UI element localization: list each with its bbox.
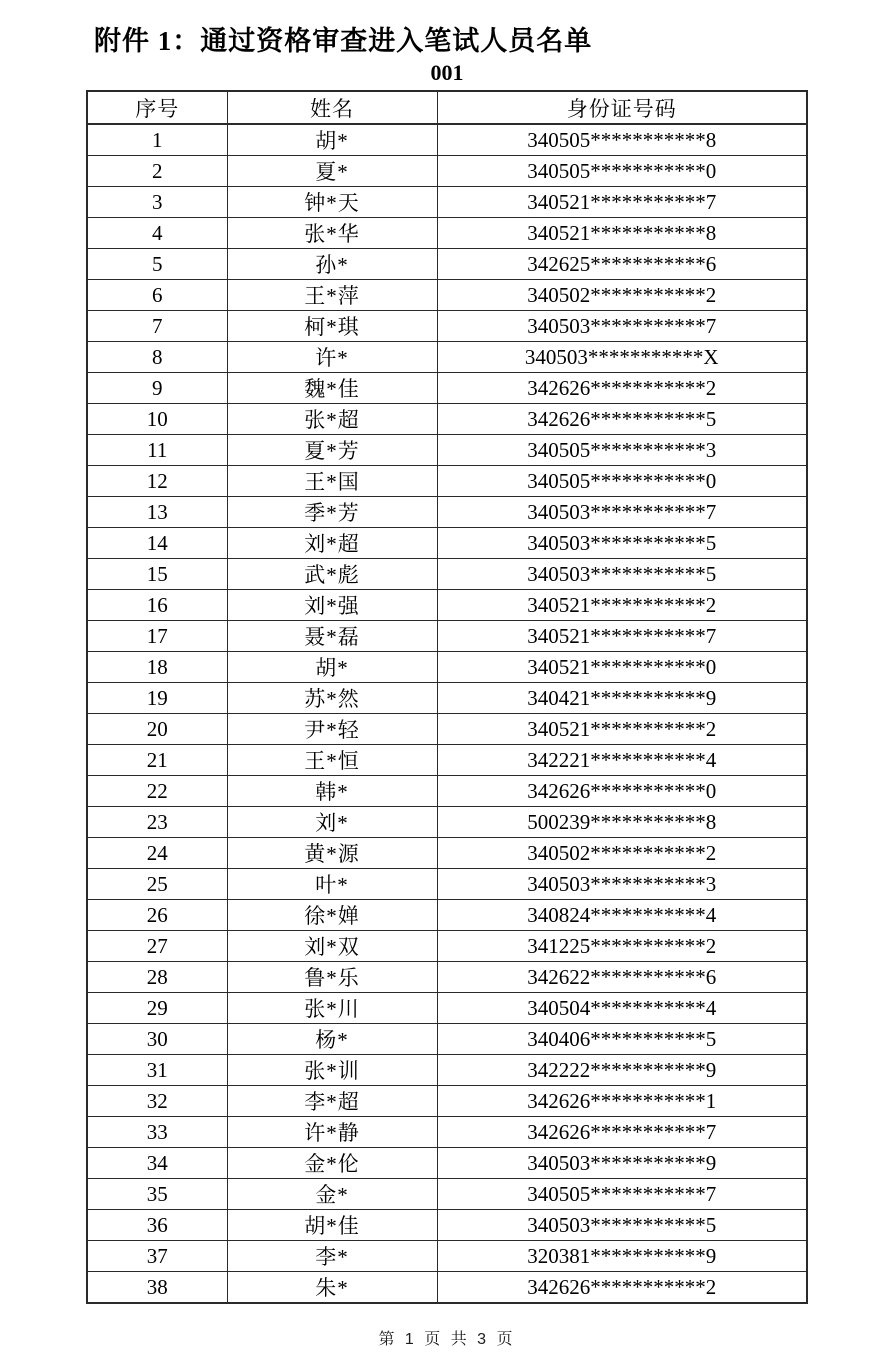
cell-id-number: 340521***********2 [437,590,807,621]
table-row [87,1055,807,1086]
cell-id-number: 340521***********8 [437,218,807,249]
cell-id-number: 342626***********0 [437,776,807,807]
cell-id-number: 340421***********9 [437,683,807,714]
cell-name: 刘*强 [227,590,437,621]
cell-id-number: 340406***********5 [437,1024,807,1055]
cell-id-number: 340502***********2 [437,838,807,869]
cell-id-number: 340503***********5 [437,528,807,559]
cell-serial-number: 29 [87,993,227,1024]
table-row [87,528,807,559]
cell-id-number: 342622***********6 [437,962,807,993]
cell-id-number: 340824***********4 [437,900,807,931]
cell-serial-number: 32 [87,1086,227,1117]
table-row [87,652,807,683]
cell-name: 朱* [227,1272,437,1304]
cell-id-number: 342625***********6 [437,249,807,280]
cell-name: 尹*轻 [227,714,437,745]
cell-id-number: 340505***********8 [437,124,807,156]
attachment-title: 附件 1：通过资格审查进入笔试人员名单 [94,26,593,56]
cell-id-number: 340503***********5 [437,1210,807,1241]
table-body [87,124,807,1303]
cell-id-number: 340503***********3 [437,869,807,900]
column-header-serial-number: 序号 [87,91,227,124]
cell-name: 杨* [227,1024,437,1055]
cell-name: 武*彪 [227,559,437,590]
cell-id-number: 340504***********4 [437,993,807,1024]
cell-id-number: 340503***********7 [437,497,807,528]
table-row [87,714,807,745]
table-row [87,931,807,962]
cell-id-number: 342222***********9 [437,1055,807,1086]
cell-id-number: 341225***********2 [437,931,807,962]
cell-id-number: 340505***********3 [437,435,807,466]
table-row [87,1272,807,1304]
table-row [87,404,807,435]
cell-serial-number: 12 [87,466,227,497]
cell-serial-number: 10 [87,404,227,435]
table-row [87,1148,807,1179]
table-row [87,156,807,187]
cell-serial-number: 24 [87,838,227,869]
cell-serial-number: 33 [87,1117,227,1148]
cell-name: 许* [227,342,437,373]
cell-name: 张*川 [227,993,437,1024]
cell-serial-number: 27 [87,931,227,962]
cell-id-number: 340503***********5 [437,559,807,590]
cell-serial-number: 23 [87,807,227,838]
cell-id-number: 342626***********2 [437,373,807,404]
cell-name: 苏*然 [227,683,437,714]
cell-serial-number: 1 [87,124,227,156]
cell-name: 柯*琪 [227,311,437,342]
cell-id-number: 342626***********5 [437,404,807,435]
table-row [87,124,807,156]
cell-serial-number: 28 [87,962,227,993]
cell-name: 孙* [227,249,437,280]
table-row [87,807,807,838]
table-row [87,342,807,373]
cell-serial-number: 35 [87,1179,227,1210]
table-header [87,91,807,124]
cell-name: 夏*芳 [227,435,437,466]
table-row [87,962,807,993]
cell-id-number: 342626***********1 [437,1086,807,1117]
cell-name: 金* [227,1179,437,1210]
table-row [87,249,807,280]
cell-name: 胡* [227,652,437,683]
table-row [87,838,807,869]
cell-id-number: 340502***********2 [437,280,807,311]
table-row [87,466,807,497]
cell-id-number: 340521***********7 [437,187,807,218]
cell-name: 刘* [227,807,437,838]
cell-serial-number: 22 [87,776,227,807]
cell-name: 韩* [227,776,437,807]
page-number-footer: 第 1 页 共 3 页 [378,1331,516,1348]
cell-serial-number: 2 [87,156,227,187]
cell-id-number: 340503***********7 [437,311,807,342]
header-row [87,91,807,124]
cell-id-number: 340521***********2 [437,714,807,745]
table-row [87,776,807,807]
cell-name: 金*伦 [227,1148,437,1179]
table-row [87,1241,807,1272]
cell-id-number: 340521***********0 [437,652,807,683]
cell-serial-number: 6 [87,280,227,311]
cell-name: 张*训 [227,1055,437,1086]
cell-name: 黄*源 [227,838,437,869]
cell-serial-number: 8 [87,342,227,373]
cell-serial-number: 13 [87,497,227,528]
cell-id-number: 340505***********0 [437,466,807,497]
table-row [87,869,807,900]
table-row [87,900,807,931]
cell-name: 徐*婵 [227,900,437,931]
cell-name: 王*恒 [227,745,437,776]
cell-id-number: 340505***********7 [437,1179,807,1210]
cell-serial-number: 7 [87,311,227,342]
table-row [87,559,807,590]
candidate-table [86,90,808,1304]
cell-name: 张*华 [227,218,437,249]
cell-serial-number: 25 [87,869,227,900]
cell-name: 刘*超 [227,528,437,559]
cell-serial-number: 34 [87,1148,227,1179]
cell-serial-number: 26 [87,900,227,931]
cell-serial-number: 30 [87,1024,227,1055]
cell-name: 魏*佳 [227,373,437,404]
cell-serial-number: 16 [87,590,227,621]
cell-serial-number: 18 [87,652,227,683]
cell-name: 许*静 [227,1117,437,1148]
table-row [87,218,807,249]
column-header-id-number: 身份证号码 [437,91,807,124]
cell-id-number: 342626***********2 [437,1272,807,1304]
cell-name: 钟*天 [227,187,437,218]
cell-serial-number: 31 [87,1055,227,1086]
cell-name: 胡* [227,124,437,156]
cell-name: 刘*双 [227,931,437,962]
cell-name: 夏* [227,156,437,187]
cell-id-number: 340521***********7 [437,621,807,652]
cell-id-number: 342626***********7 [437,1117,807,1148]
table-row [87,683,807,714]
table-row [87,993,807,1024]
cell-id-number: 340503***********9 [437,1148,807,1179]
table-row [87,1086,807,1117]
column-header-name: 姓名 [227,91,437,124]
table-row [87,187,807,218]
cell-serial-number: 5 [87,249,227,280]
cell-serial-number: 3 [87,187,227,218]
table-row [87,1210,807,1241]
table-row [87,745,807,776]
cell-name: 叶* [227,869,437,900]
table-row [87,311,807,342]
table-row [87,1024,807,1055]
table-row [87,373,807,404]
cell-id-number: 342221***********4 [437,745,807,776]
table-row [87,1179,807,1210]
table-row [87,621,807,652]
cell-serial-number: 36 [87,1210,227,1241]
cell-serial-number: 21 [87,745,227,776]
cell-name: 王*萍 [227,280,437,311]
cell-serial-number: 11 [87,435,227,466]
cell-serial-number: 15 [87,559,227,590]
cell-serial-number: 17 [87,621,227,652]
cell-serial-number: 37 [87,1241,227,1272]
table-row [87,435,807,466]
cell-name: 王*国 [227,466,437,497]
group-code: 001 [430,60,464,85]
cell-serial-number: 4 [87,218,227,249]
table-row [87,590,807,621]
table-row [87,1117,807,1148]
cell-serial-number: 9 [87,373,227,404]
cell-name: 鲁*乐 [227,962,437,993]
cell-serial-number: 20 [87,714,227,745]
cell-id-number: 320381***********9 [437,1241,807,1272]
cell-id-number: 500239***********8 [437,807,807,838]
cell-serial-number: 38 [87,1272,227,1304]
cell-id-number: 340503***********X [437,342,807,373]
cell-serial-number: 14 [87,528,227,559]
cell-name: 聂*磊 [227,621,437,652]
cell-name: 张*超 [227,404,437,435]
table-row [87,280,807,311]
table-row [87,497,807,528]
cell-name: 胡*佳 [227,1210,437,1241]
cell-name: 李*超 [227,1086,437,1117]
cell-serial-number: 19 [87,683,227,714]
cell-name: 李* [227,1241,437,1272]
cell-name: 季*芳 [227,497,437,528]
cell-id-number: 340505***********0 [437,156,807,187]
